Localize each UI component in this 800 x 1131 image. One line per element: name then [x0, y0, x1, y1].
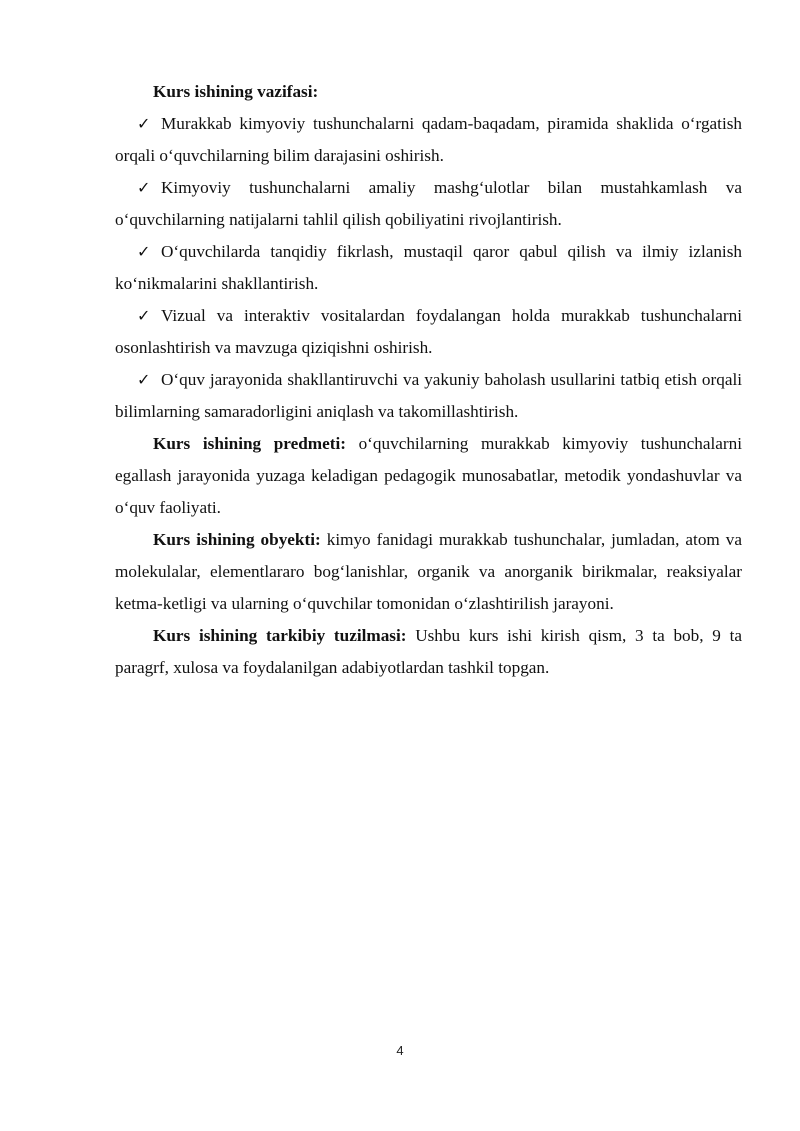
checkmark-icon: ✓: [137, 306, 151, 325]
list-item: [115, 108, 742, 172]
object-label: Kurs ishining obyekti:: [153, 530, 321, 549]
tasks-list: [115, 108, 742, 428]
tasks-heading: Kurs ishining vazifasi:: [153, 82, 319, 101]
structure-label: Kurs ishining tarkibiy tuzilmasi:: [153, 626, 407, 645]
list-item-text: Kimyoviy tushunchalarni amaliy mashg‘ulotlar bilan mustahkamlash va o‘quvchilarning natijalarni tahlil qilish qobiliyatini rivojlantirish.: [115, 178, 742, 229]
list-item: [115, 300, 742, 364]
structure-paragraph: [115, 620, 742, 684]
checkmark-icon: ✓: [137, 370, 151, 389]
list-item-text: Murakkab kimyoviy tushunchalarni qadam-baqadam, piramida shaklida o‘rgatish orqali o‘quvchilarning bilim darajasini oshirish.: [115, 114, 742, 165]
subject-text: o‘quvchilarning murakkab kimyoviy tushunchalarni egallash jarayonida yuzaga keladigan pedagogik munosabatlar, metodik yondashuvlar va o‘quv faoliyati.: [115, 434, 742, 517]
page-number: 4: [396, 1043, 404, 1058]
list-item: [115, 172, 742, 236]
object-text: kimyo fanidagi murakkab tushunchalar, jumladan, atom va molekulalar, elementlararo bog‘lanishlar, organik va anorganik birikmalar, reaksiyalar ketma-ketligi va ularning o‘quvchilar tomonidan o‘zlashtirilish jarayoni.: [115, 530, 743, 613]
object-paragraph: [115, 524, 742, 620]
list-item: [115, 236, 742, 300]
page-content: [115, 76, 742, 684]
subject-paragraph: [115, 428, 742, 524]
list-item-text: O‘quv jarayonida shakllantiruvchi va yakuniy baholash usullarini tatbiq etish orqali bilimlarning samaradorligini aniqlash va takomillashtirish.: [115, 370, 742, 421]
list-item: [115, 364, 742, 428]
checkmark-icon: ✓: [137, 114, 151, 133]
structure-text: Ushbu kurs ishi kirish qism, 3 ta bob, 9 ta paragrf, xulosa va foydalanilgan adabiyotlardan tashkil topgan.: [115, 626, 742, 677]
tasks-heading-paragraph: [115, 76, 742, 108]
list-item-text: Vizual va interaktiv vositalardan foydalangan holda murakkab tushunchalarni osonlashtirish va mavzuga qiziqishni oshirish.: [115, 306, 742, 357]
checkmark-icon: ✓: [137, 242, 151, 261]
list-item-text: O‘quvchilarda tanqidiy fikrlash, mustaqil qaror qabul qilish va ilmiy izlanish ko‘nikmalarini shakllantirish.: [115, 242, 742, 293]
checkmark-icon: ✓: [137, 178, 151, 197]
subject-label: Kurs ishining predmeti:: [153, 434, 346, 453]
